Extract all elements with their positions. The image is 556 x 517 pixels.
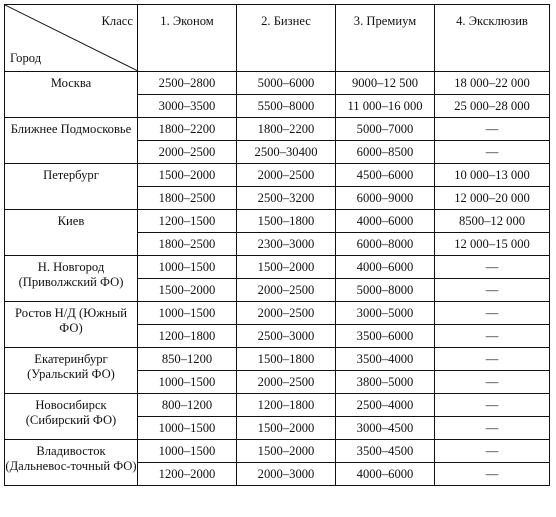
price-cell-premium: 6000–8500: [336, 141, 435, 164]
price-cell-premium: 6000–8000: [336, 233, 435, 256]
price-cell-business: 2000–2500: [237, 302, 336, 325]
price-cell-premium: 3500–4500: [336, 440, 435, 463]
price-cell-exclusive: —: [435, 440, 550, 463]
price-cell-economy: 1200–1500: [138, 210, 237, 233]
price-cell-economy: 1000–1500: [138, 371, 237, 394]
price-cell-economy: 1500–2000: [138, 279, 237, 302]
price-cell-economy: 1200–1800: [138, 325, 237, 348]
price-cell-premium: 5000–7000: [336, 118, 435, 141]
price-table-container: [4, 4, 550, 486]
price-cell-business: 5500–8000: [237, 95, 336, 118]
price-cell-exclusive: —: [435, 302, 550, 325]
price-cell-economy: 1800–2500: [138, 187, 237, 210]
price-cell-exclusive: 10 000–13 000: [435, 164, 550, 187]
table-row: [5, 348, 550, 371]
price-cell-business: 5000–6000: [237, 72, 336, 95]
price-cell-economy: 1800–2200: [138, 118, 237, 141]
price-cell-premium: 9000–12 500: [336, 72, 435, 95]
price-cell-business: 1500–2000: [237, 417, 336, 440]
price-cell-business: 2000–2500: [237, 279, 336, 302]
table-row: [5, 118, 550, 141]
price-cell-economy: 1000–1500: [138, 440, 237, 463]
price-cell-economy: 850–1200: [138, 348, 237, 371]
price-cell-business: 1500–1800: [237, 210, 336, 233]
price-cell-business: 1500–1800: [237, 348, 336, 371]
table-row: [5, 164, 550, 187]
city-cell: Владивосток (Дальневос-точный ФО): [5, 440, 138, 486]
price-cell-exclusive: 18 000–22 000: [435, 72, 550, 95]
header-premium: 3. Премиум: [336, 5, 435, 72]
price-cell-economy: 1800–2500: [138, 233, 237, 256]
header-economy: 1. Эконом: [138, 5, 237, 72]
price-cell-premium: 4000–6000: [336, 463, 435, 486]
city-cell: Ростов Н/Д (Южный ФО): [5, 302, 138, 348]
price-cell-exclusive: —: [435, 118, 550, 141]
table-row: [5, 256, 550, 279]
price-cell-business: 1800–2200: [237, 118, 336, 141]
price-cell-exclusive: —: [435, 417, 550, 440]
table-body: [5, 72, 550, 486]
price-cell-premium: 3500–6000: [336, 325, 435, 348]
city-cell: Новосибирск (Сибирский ФО): [5, 394, 138, 440]
price-cell-exclusive: —: [435, 256, 550, 279]
table-row: [5, 440, 550, 463]
city-cell: Ближнее Подмосковье: [5, 118, 138, 164]
price-cell-premium: 4000–6000: [336, 256, 435, 279]
price-cell-premium: 3000–5000: [336, 302, 435, 325]
header-exclusive: 4. Эксклюзив: [435, 5, 550, 72]
table-header: [5, 5, 550, 72]
table-row: [5, 394, 550, 417]
price-cell-exclusive: —: [435, 325, 550, 348]
price-cell-premium: 3500–4000: [336, 348, 435, 371]
price-cell-economy: 1000–1500: [138, 417, 237, 440]
corner-label-city: Город: [10, 51, 42, 65]
price-cell-premium: 5000–8000: [336, 279, 435, 302]
price-cell-exclusive: —: [435, 394, 550, 417]
price-cell-business: 2500–30400: [237, 141, 336, 164]
price-cell-exclusive: 25 000–28 000: [435, 95, 550, 118]
city-cell: Петербург: [5, 164, 138, 210]
city-cell: Н. Новгород (Приволжский ФО): [5, 256, 138, 302]
price-cell-premium: 6000–9000: [336, 187, 435, 210]
price-cell-exclusive: —: [435, 463, 550, 486]
header-business: 2. Бизнес: [237, 5, 336, 72]
table-row: [5, 72, 550, 95]
price-cell-business: 1500–2000: [237, 256, 336, 279]
price-cell-premium: 2500–4000: [336, 394, 435, 417]
price-cell-economy: 1200–2000: [138, 463, 237, 486]
price-cell-economy: 2500–2800: [138, 72, 237, 95]
price-cell-premium: 4000–6000: [336, 210, 435, 233]
price-cell-economy: 800–1200: [138, 394, 237, 417]
price-cell-business: 2000–2500: [237, 371, 336, 394]
price-cell-exclusive: —: [435, 371, 550, 394]
price-cell-business: 2000–2500: [237, 164, 336, 187]
price-cell-economy: 2000–2500: [138, 141, 237, 164]
price-cell-business: 1200–1800: [237, 394, 336, 417]
city-cell: Киев: [5, 210, 138, 256]
corner-cell: [5, 5, 138, 72]
price-cell-economy: 1000–1500: [138, 256, 237, 279]
price-cell-exclusive: 12 000–20 000: [435, 187, 550, 210]
price-cell-business: 2500–3200: [237, 187, 336, 210]
price-table: [4, 4, 550, 486]
price-cell-premium: 3000–4500: [336, 417, 435, 440]
table-row: [5, 210, 550, 233]
header-row: [5, 5, 550, 72]
price-cell-exclusive: —: [435, 141, 550, 164]
price-cell-economy: 1000–1500: [138, 302, 237, 325]
corner-label-class: Класс: [101, 14, 133, 28]
city-cell: Екатеринбург (Уральский ФО): [5, 348, 138, 394]
price-cell-exclusive: 12 000–15 000: [435, 233, 550, 256]
price-cell-exclusive: —: [435, 348, 550, 371]
price-cell-economy: 3000–3500: [138, 95, 237, 118]
price-cell-premium: 4500–6000: [336, 164, 435, 187]
price-cell-premium: 3800–5000: [336, 371, 435, 394]
price-cell-premium: 11 000–16 000: [336, 95, 435, 118]
price-cell-business: 2000–3000: [237, 463, 336, 486]
price-cell-business: 2500–3000: [237, 325, 336, 348]
price-cell-economy: 1500–2000: [138, 164, 237, 187]
price-cell-business: 2300–3000: [237, 233, 336, 256]
price-cell-business: 1500–2000: [237, 440, 336, 463]
price-cell-exclusive: 8500–12 000: [435, 210, 550, 233]
table-row: [5, 302, 550, 325]
city-cell: Москва: [5, 72, 138, 118]
price-cell-exclusive: —: [435, 279, 550, 302]
